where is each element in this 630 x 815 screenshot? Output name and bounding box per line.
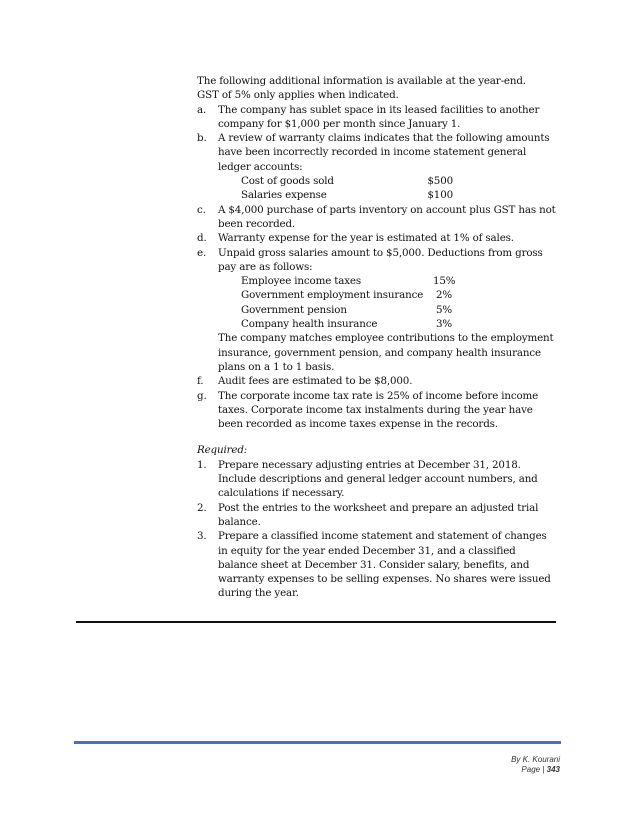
item-text: The corporate income tax rate is 25% of income before income taxes. Corporate income tax instalments during the year have been recorded as income taxes expense in the records. xyxy=(218,389,539,431)
item-text: A review of warranty claims indicates that the following amounts have been incorrectly recorded in income statement general ledger accounts: xyxy=(218,132,550,173)
page-number: 343 xyxy=(546,765,560,774)
deduction-rate: 5% xyxy=(435,303,452,316)
item-marker: b. xyxy=(197,132,207,145)
item-marker: e. xyxy=(197,246,207,259)
list-item-c xyxy=(197,203,557,232)
deduction-name: Company health insurance xyxy=(241,318,378,331)
table-row xyxy=(241,188,557,202)
intro-line-2: GST of 5% only applies when indicated. xyxy=(197,89,399,102)
deduction-rate: 2% xyxy=(435,289,452,302)
item-text: Unpaid gross salaries amount to $5,000. Deductions from gross pay are as follows: xyxy=(218,246,543,273)
table-row xyxy=(241,303,557,317)
account-name: Cost of goods sold xyxy=(241,175,334,188)
footer-page xyxy=(511,765,560,775)
deduction-name: Government pension xyxy=(241,303,347,316)
step-text: Prepare a classified income statement and statement of changes in equity for the year ended December 31, and a classified balance sheet at December 31. Consider salary, benefits, and warranty expenses to be selling expenses. No shares were issued during the year. xyxy=(218,530,551,600)
item-text: A $4,000 purchase of parts inventory on account plus GST has not been recorded. xyxy=(218,203,556,230)
item-e-note: The company matches employee contributions to the employment insurance, government pension, and company health insurance plans on a 1 to 1 basis. xyxy=(218,332,554,373)
table-row xyxy=(241,317,557,331)
item-marker: g. xyxy=(197,389,207,402)
item-text: Warranty expense for the year is estimated at 1% of sales. xyxy=(218,232,514,245)
item-text: The company has sublet space in its leased facilities to another company for $1,000 per month since January 1. xyxy=(218,103,540,130)
step-marker: 2. xyxy=(197,501,207,514)
required-heading: Required: xyxy=(197,444,248,457)
deductions-table xyxy=(241,274,557,331)
required-step-1 xyxy=(197,458,557,501)
deduction-rate: 3% xyxy=(435,318,452,331)
step-text: Prepare necessary adjusting entries at December 31, 2018. Include descriptions and general ledger account numbers, and calculations if necessary. xyxy=(218,458,538,500)
item-marker: a. xyxy=(197,103,207,116)
account-amount: $100 xyxy=(427,189,453,202)
list-item-b xyxy=(197,131,557,202)
warranty-table xyxy=(241,174,557,203)
list-item-g xyxy=(197,389,557,432)
required-step-3 xyxy=(197,529,557,600)
account-name: Salaries expense xyxy=(241,189,327,202)
step-marker: 3. xyxy=(197,530,207,543)
list-item-f xyxy=(197,374,557,388)
list-item-a xyxy=(197,103,557,132)
list-item-e xyxy=(197,246,557,375)
item-marker: d. xyxy=(197,232,207,245)
footer xyxy=(511,755,560,775)
footer-divider xyxy=(74,741,561,744)
item-text: Audit fees are estimated to be $8,000. xyxy=(218,375,413,388)
item-marker: c. xyxy=(197,203,206,216)
required-step-2 xyxy=(197,501,557,530)
footer-author: By K. Kourani xyxy=(511,755,560,764)
main-content xyxy=(197,74,557,601)
deduction-name: Government employment insurance xyxy=(241,289,424,302)
table-row xyxy=(241,288,557,302)
page-label: Page | xyxy=(521,765,545,774)
table-row xyxy=(241,174,557,188)
deduction-rate: 15% xyxy=(433,275,456,288)
table-row xyxy=(241,274,557,288)
item-marker: f. xyxy=(197,375,204,388)
deduction-name: Employee income taxes xyxy=(241,275,361,288)
step-marker: 1. xyxy=(197,458,207,471)
step-text: Post the entries to the worksheet and prepare an adjusted trial balance. xyxy=(218,501,539,528)
list-item-d xyxy=(197,231,557,245)
section-divider xyxy=(76,621,556,623)
intro-line-1: The following additional information is available at the year-end. xyxy=(197,75,526,87)
account-amount: $500 xyxy=(427,175,453,188)
spacer xyxy=(197,431,557,443)
